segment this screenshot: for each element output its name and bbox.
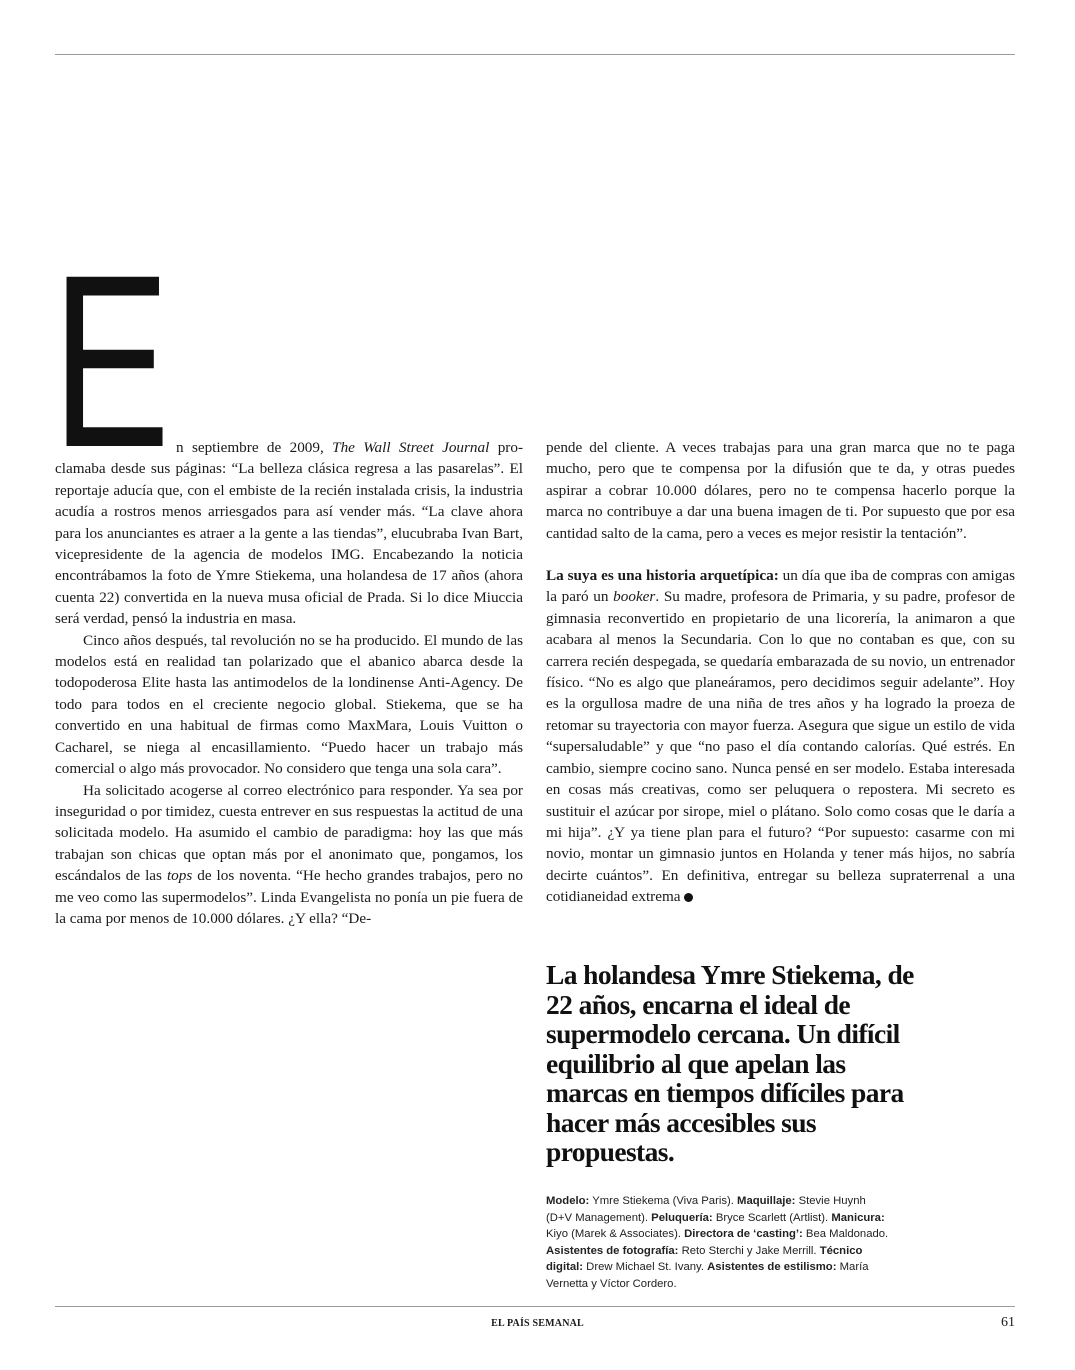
credit-label: Manicura: [831,1211,885,1224]
paragraph-3: Ha solicitado acogerse al correo electrónico para responder. Ya sea por inseguridad o por timidez, cuesta entrever en sus respuestas la actitud de una solicitada modelo. Ha asumido el cambio de paradigma: hoy las que más trabajan son chicas que optan más por el anonimato que, pongamos, los escándalos de las tops de los noventa. “He hecho grandes trabajos, pero no me veo como las supermodelos”. Linda Evangelista no ponía un pie fuera de la cama por menos de 10.000 dólares. ¿Y ella? “De- [55,781,523,927]
photo-credits [546,1193,891,1293]
paragraph-2: Cinco años después, tal revolución no se ha producido. El mundo de las modelos está en realidad tan polarizado que el abanico abarca desde la todopoderosa Elite hasta las antimodelos de la londinense Anti-Agency. De todo para todos en el creciente negocio global. Stiekema, que se ha convertido en una habitual de firmas como MaxMara, Louis Vuitton o Cacharel, se niega al encasillamiento. “Puedo hacer un trabajo más comercial o algo más provocador. No considero que tenga una sola cara”. [55,631,523,778]
credit-value: Drew Michael St. Ivany. [583,1261,708,1274]
paragraph-4: pende del cliente. A veces trabajas para una gran marca que no te paga mucho, pero que te compensa por la difusión que te da, y otras puedes aspirar a cobrar 10.000 dólares, pero no te compensa hacerlo porque la marca no contribuye a dar una buena imagen de ti. Por supuesto que por esa cantidad salto de la cama, pero a veces es mejor resistir la tentación”. [546,439,1015,542]
credit-label: Asistentes de estilismo: [707,1261,837,1274]
credit-label: Asistentes de fotografía: [546,1244,679,1257]
end-mark-icon [684,893,693,902]
article-column-left [55,437,523,929]
credit-value: Reto Sterchi y Jake Merrill. [678,1244,820,1257]
top-rule [55,54,1015,55]
credit-value: Bea Maldonado. [802,1228,889,1241]
pull-quote: La holandesa Ymre Stiekema, de 22 años, encarna el ideal de supermodelo cercana. Un difícil equilibrio al que apelan las marcas en tiempos difíciles para hacer más accesibles sus propuestas. [546,959,914,1167]
credit-value: Bryce Scarlett (Artlist). [712,1211,832,1224]
credit-value: Kiyo (Marek & Associates). [546,1228,685,1241]
credit-label: Directora de ‘casting’: [684,1228,803,1241]
credit-value: María Vernetta y Víctor Cordero. [546,1261,869,1290]
page-number: 61 [1001,1315,1015,1330]
footer-brand: EL PAÍS SEMANAL [491,1318,584,1329]
article-column-right [546,437,1015,908]
credit-label: Peluquería: [651,1211,713,1224]
credit-value: Ymre Stiekema (Viva Paris). [589,1195,738,1207]
paragraph-1: n septiembre de 2009, The Wall Street Journal proclamaba desde sus páginas: “La belleza clásica regresa a las pasarelas”. El reportaje aducía que, con el embiste de la recién instalada crisis, la industria acudía a rostros menos arriesgados para así vender más. “La clave ahora para los anunciantes es atraer a la gente a las tiendas”, elucubraba Ivan Bart, vicepresidente de la agencia de modelos IMG. Encabezando la noticia encontrábamos la foto de Ymre Stiekema, una holandesa de 17 años (ahora cuenta 22) convertida en la nueva musa oficial de Prada. Si lo dice Miuccia será verdad, pensó la industria en masa. [55,439,523,628]
credit-label: Maquillaje: [737,1195,796,1207]
paragraph-5: La suya es una historia arquetípica: un día que iba de compras con amigas la paró un booker. Su madre, profesora de Primaria, y su padre, profesor de gimnasia reconvertido en propietario de una licorería, la animaron a que acabara al menos la Secundaria. Con lo que no contaban es que, con su carrera recién despegada, se quedaría embarazada de su novio, un entrenador físico. “No es algo que planeáramos, pero decidimos seguir adelante”. Hoy es la orgullosa madre de una niña de tres años y ha logrado la proeza de retomar su trayectoria con mayor fuerza. Asegura que sigue un estilo de vida “supersaludable” y que “no paso el día contando calorías. Qué estrés. En cambio, siempre cocino sano. Nunca pensé en ser modelo. Estaba interesada en cosas más creativas, como ser peluquera o repostera. Mi secreto es sustituir el azúcar por sirope, miel o plátano. Solo como cosas que le daría a mi hija”. ¿Y ya tiene plan para el futuro? “Por supuesto: casarme con mi novio, montar un gimnasio juntos en Holanda y tener más hijos, no sabría decirte cuántos”. En definitiva, entregar su belleza supraterrenal a una cotidianeidad extrema [546,567,1015,906]
credit-label: Técnico digital: [546,1244,863,1274]
drop-cap: E [52,224,171,499]
credit-label: Modelo: [546,1195,590,1207]
paragraph-lead: La suya es una historia arquetípica: [546,567,779,585]
bottom-rule [55,1306,1015,1307]
credit-value: Stevie Huynh (D+V Management). [546,1195,866,1224]
